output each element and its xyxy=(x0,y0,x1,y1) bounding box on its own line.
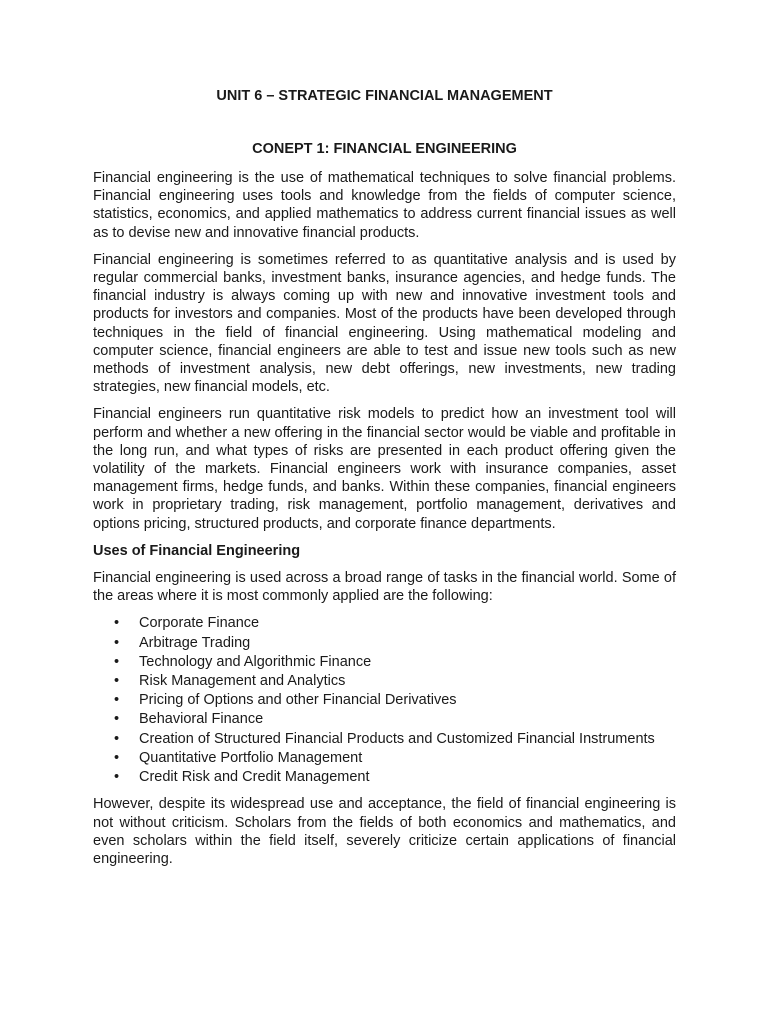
list-item-text: Behavioral Finance xyxy=(139,711,264,728)
list-item xyxy=(93,614,676,632)
paragraph-criticism: However, despite its widespread use and acceptance, the field of financial engineering is not without criticism. Scholars from the fields of both economics and mathematics, and even scholars within the field itself, severely criticize certain applications of financial engineering. xyxy=(93,796,676,867)
bullet-icon: • xyxy=(114,711,120,728)
uses-list xyxy=(93,614,676,786)
unit-title: UNIT 6 – STRATEGIC FINANCIAL MANAGEMENT xyxy=(216,88,553,104)
list-item xyxy=(93,653,676,671)
uses-intro: Financial engineering is used across a broad range of tasks in the financial world. Some of the areas where it is most commonly applied are the following: xyxy=(93,570,676,605)
paragraph-quantitative-analysis: Financial engineering is sometimes referred to as quantitative analysis and is used by regular commercial banks, investment banks, insurance agencies, and hedge funds. The financial industry is always coming up with new and innovative investment tools and products for investors and companies. Most of the products have been developed through techniques in the field of financial engineering. Using mathematical modeling and computer science, financial engineers are able to test and issue new tools such as new methods of investment analysis, new debt offerings, new investments, new trading strategies, new financial models, etc. xyxy=(93,251,676,396)
list-item xyxy=(93,691,676,709)
bullet-icon: • xyxy=(114,730,120,747)
list-item-text: Credit Risk and Credit Management xyxy=(139,769,370,786)
uses-heading: Uses of Financial Engineering xyxy=(93,542,301,559)
list-item-text: Pricing of Options and other Financial Derivatives xyxy=(139,692,457,709)
list-item xyxy=(93,672,676,690)
list-item-text: Corporate Finance xyxy=(139,615,260,632)
paragraph-risk-models: Financial engineers run quantitative risk models to predict how an investment tool will perform and whether a new offering in the financial sector would be viable and profitable in the long run, and what types of risks are presented in each product offering given the volatility of the markets. Financial engineers work with insurance companies, asset management firms, hedge funds, and banks. Within these companies, financial engineers work in proprietary trading, risk management, portfolio management, derivatives and options pricing, structured products, and corporate finance departments. xyxy=(93,406,676,532)
bullet-icon: • xyxy=(114,615,120,632)
list-item-text: Creation of Structured Financial Products and Customized Financial Instruments xyxy=(139,730,655,747)
bullet-icon: • xyxy=(114,749,120,766)
list-item xyxy=(93,710,676,728)
paragraph-definition: Financial engineering is the use of mathematical techniques to solve financial problems. Financial engineering uses tools and knowledge from the fields of computer science, statistics, economics, and applied mathematics to address current financial issues as well as to devise new and innovative financial products. xyxy=(93,170,676,241)
bullet-icon: • xyxy=(114,673,120,690)
list-item xyxy=(93,768,676,786)
bullet-icon: • xyxy=(114,653,120,670)
list-item-text: Arbitrage Trading xyxy=(139,634,251,651)
list-item xyxy=(93,634,676,652)
bullet-icon: • xyxy=(114,692,120,709)
list-item-text: Quantitative Portfolio Management xyxy=(139,749,363,766)
concept-heading: CONEPT 1: FINANCIAL ENGINEERING xyxy=(252,141,517,157)
bullet-icon: • xyxy=(114,634,120,651)
bullet-icon: • xyxy=(114,769,120,786)
list-item-text: Technology and Algorithmic Finance xyxy=(139,653,372,670)
document-page xyxy=(93,86,676,877)
list-item-text: Risk Management and Analytics xyxy=(139,673,346,690)
list-item xyxy=(93,730,676,748)
list-item xyxy=(93,749,676,767)
